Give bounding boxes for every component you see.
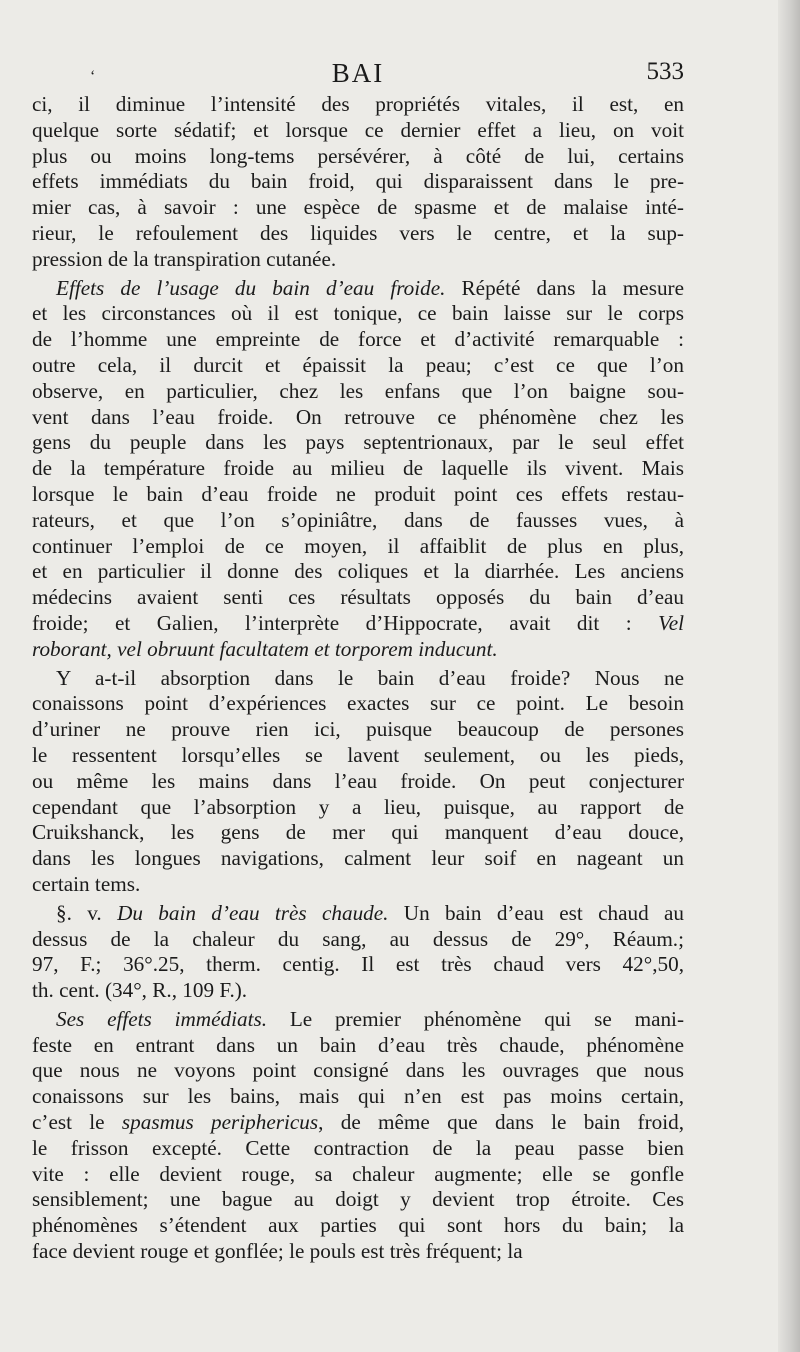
- text-line: [32, 1239, 684, 1265]
- text-run: quelque sorte sédatif; et lorsque ce dernier effet a lieu, on voit: [32, 117, 684, 142]
- text-run: certain tems.: [32, 871, 141, 896]
- text-run: mier cas, à savoir : une espèce de spasme et de malaise inté-: [32, 195, 684, 220]
- text-line: [32, 276, 684, 302]
- text-run: et en particulier il donne des coliques et la diarrhée. Les anciens: [32, 559, 684, 584]
- text-run: Y a-t-il absorption dans le bain d’eau froide? Nous ne: [56, 665, 684, 690]
- page-gutter-shadow: [778, 0, 800, 1352]
- text-line: [32, 144, 684, 170]
- text-line: [32, 1187, 684, 1213]
- text-run: th. cent. (34°, R., 109 F.).: [32, 978, 248, 1003]
- text-line: [32, 118, 684, 144]
- text-line: [32, 795, 684, 821]
- text-run: pression de la transpiration cutanée.: [32, 246, 337, 271]
- text-run: d’uriner ne prouve rien ici, puisque beaucoup de persones: [32, 717, 684, 742]
- text-line: [32, 952, 684, 978]
- text-run: rateurs, et que l’on s’opiniâtre, dans de fausses vues, à: [32, 507, 684, 532]
- text-run: de l’homme une empreinte de force et d’activité remarquable :: [32, 327, 684, 352]
- text-run: conaissons point d’expériences exactes sur ce point. Le besoin: [32, 691, 684, 716]
- text-line: [32, 1084, 684, 1110]
- text-run: c’est le: [32, 1110, 122, 1135]
- text-line: [32, 353, 684, 379]
- text-run: le frisson excepté. Cette contraction de la peau passe bien: [32, 1135, 684, 1160]
- text-line: [32, 666, 684, 692]
- text-run: §. v.: [56, 900, 118, 925]
- text-line: [32, 482, 684, 508]
- text-run: et les circonstances où il est tonique, ce bain laisse sur le corps: [32, 301, 684, 326]
- italic-run: roborant, vel obruunt facultatem et torporem inducunt.: [32, 636, 498, 661]
- text-line: [32, 820, 684, 846]
- page-number: 533: [646, 58, 684, 85]
- text-line: [32, 585, 684, 611]
- text-run: observe, en particulier, chez les enfans que l’on baigne sou-: [32, 378, 684, 403]
- text-line: [32, 456, 684, 482]
- text-line: [32, 769, 684, 795]
- text-line: [32, 92, 684, 118]
- text-line: [32, 405, 684, 431]
- running-head: [32, 58, 684, 92]
- text-run: Répété dans la mesure: [445, 275, 684, 300]
- text-run: dans les longues navigations, calment leur soif en nageant un: [32, 846, 684, 871]
- text-line: [32, 743, 684, 769]
- text-run: outre cela, il durcit et épaissit la peau; c’est ce que l’on: [32, 352, 684, 377]
- text-run: ci, il diminue l’intensité des propriétés vitales, il est, en: [32, 92, 684, 116]
- text-run: Cruikshanck, les gens de mer qui manquent d’eau douce,: [32, 820, 684, 845]
- text-line: [32, 247, 684, 273]
- text-line: [32, 872, 684, 898]
- text-run: lorsque le bain d’eau froide ne produit point ces effets restau-: [32, 481, 684, 506]
- text-run: gens du peuple dans les pays septentrionaux, par le seul effet: [32, 430, 684, 455]
- text-line: [32, 927, 684, 953]
- paragraph: [32, 666, 684, 898]
- text-line: [32, 611, 684, 637]
- italic-run: Ses effets immédiats.: [56, 1006, 268, 1031]
- text-line: [32, 717, 684, 743]
- italic-run: Effets de l’usage du bain d’eau froide.: [56, 275, 446, 300]
- paragraph: [32, 276, 684, 663]
- text-run: feste en entrant dans un bain d’eau très chaude, phénomène: [32, 1032, 684, 1057]
- text-line: [32, 637, 684, 663]
- text-run: Le premier phénomène qui se mani-: [267, 1006, 685, 1031]
- text-line: [32, 1033, 684, 1059]
- body-text: [32, 92, 684, 1265]
- paragraph: [32, 92, 684, 273]
- text-run: Un bain d’eau est chaud au: [388, 900, 684, 925]
- text-run: rieur, le refoulement des liquides vers le centre, et la sup-: [32, 220, 684, 245]
- text-line: [32, 978, 684, 1004]
- text-run: face devient rouge et gonflée; le pouls est très fréquent; la: [32, 1239, 523, 1264]
- text-run: conaissons sur les bains, mais qui n’en est pas moins certain,: [32, 1084, 684, 1109]
- text-run: froide; et Galien, l’interprète d’Hippocrate, avait dit :: [32, 610, 659, 635]
- text-run: médecins avaient senti ces résultats opposés du bain d’eau: [32, 585, 684, 610]
- text-run: cependant que l’absorption y a lieu, puisque, au rapport de: [32, 794, 684, 819]
- book-page: [32, 58, 684, 1265]
- running-title: BAI: [331, 58, 385, 88]
- text-line: [32, 559, 684, 585]
- text-run: sensiblement; une bague au doigt y devient trop étroite. Ces: [32, 1187, 684, 1212]
- text-run: le ressentent lorsqu’elles se lavent seulement, ou les pieds,: [32, 742, 684, 767]
- italic-run: Du bain d’eau très chaude.: [117, 900, 389, 925]
- text-line: [32, 846, 684, 872]
- italic-run: Vel: [658, 610, 684, 635]
- text-run: vent dans l’eau froide. On retrouve ce phénomène chez les: [32, 404, 684, 429]
- text-line: [32, 430, 684, 456]
- text-line: [32, 1007, 684, 1033]
- paragraph: [32, 901, 684, 1004]
- text-line: [32, 379, 684, 405]
- text-line: [32, 1213, 684, 1239]
- text-run: effets immédiats du bain froid, qui disparaissent dans le pre-: [32, 169, 684, 194]
- italic-run: spasmus periphericus: [121, 1110, 319, 1135]
- text-line: [32, 691, 684, 717]
- text-run: 97, F.; 36°.25, therm. centig. Il est très chaud vers 42°,50,: [32, 952, 684, 977]
- text-line: [32, 534, 684, 560]
- text-line: [32, 508, 684, 534]
- paragraph: [32, 1007, 684, 1265]
- text-run: , de même que dans le bain froid,: [318, 1110, 684, 1135]
- text-run: ou même les mains dans l’eau froide. On peut conjecturer: [32, 768, 684, 793]
- text-run: dessus de la chaleur du sang, au dessus de 29°, Réaum.;: [32, 926, 684, 951]
- text-run: de la température froide au milieu de laquelle ils vivent. Mais: [32, 456, 684, 481]
- text-line: [32, 1110, 684, 1136]
- text-run: vite : elle devient rouge, sa chaleur augmente; elle se gonfle: [32, 1161, 684, 1186]
- text-line: [32, 1162, 684, 1188]
- text-line: [32, 1136, 684, 1162]
- text-run: plus ou moins long-tems persévérer, à côté de lui, certains: [32, 143, 684, 168]
- text-line: [32, 169, 684, 195]
- text-run: phénomènes s’étendent aux parties qui sont hors du bain; la: [32, 1213, 684, 1238]
- text-run: continuer l’emploi de ce moyen, il affaiblit de plus en plus,: [32, 533, 684, 558]
- text-line: [32, 221, 684, 247]
- text-line: [32, 301, 684, 327]
- stray-mark: ‘: [90, 68, 96, 85]
- text-line: [32, 327, 684, 353]
- text-line: [32, 1058, 684, 1084]
- text-line: [32, 195, 684, 221]
- text-line: [32, 901, 684, 927]
- text-run: que nous ne voyons point consigné dans les ouvrages que nous: [32, 1058, 684, 1083]
